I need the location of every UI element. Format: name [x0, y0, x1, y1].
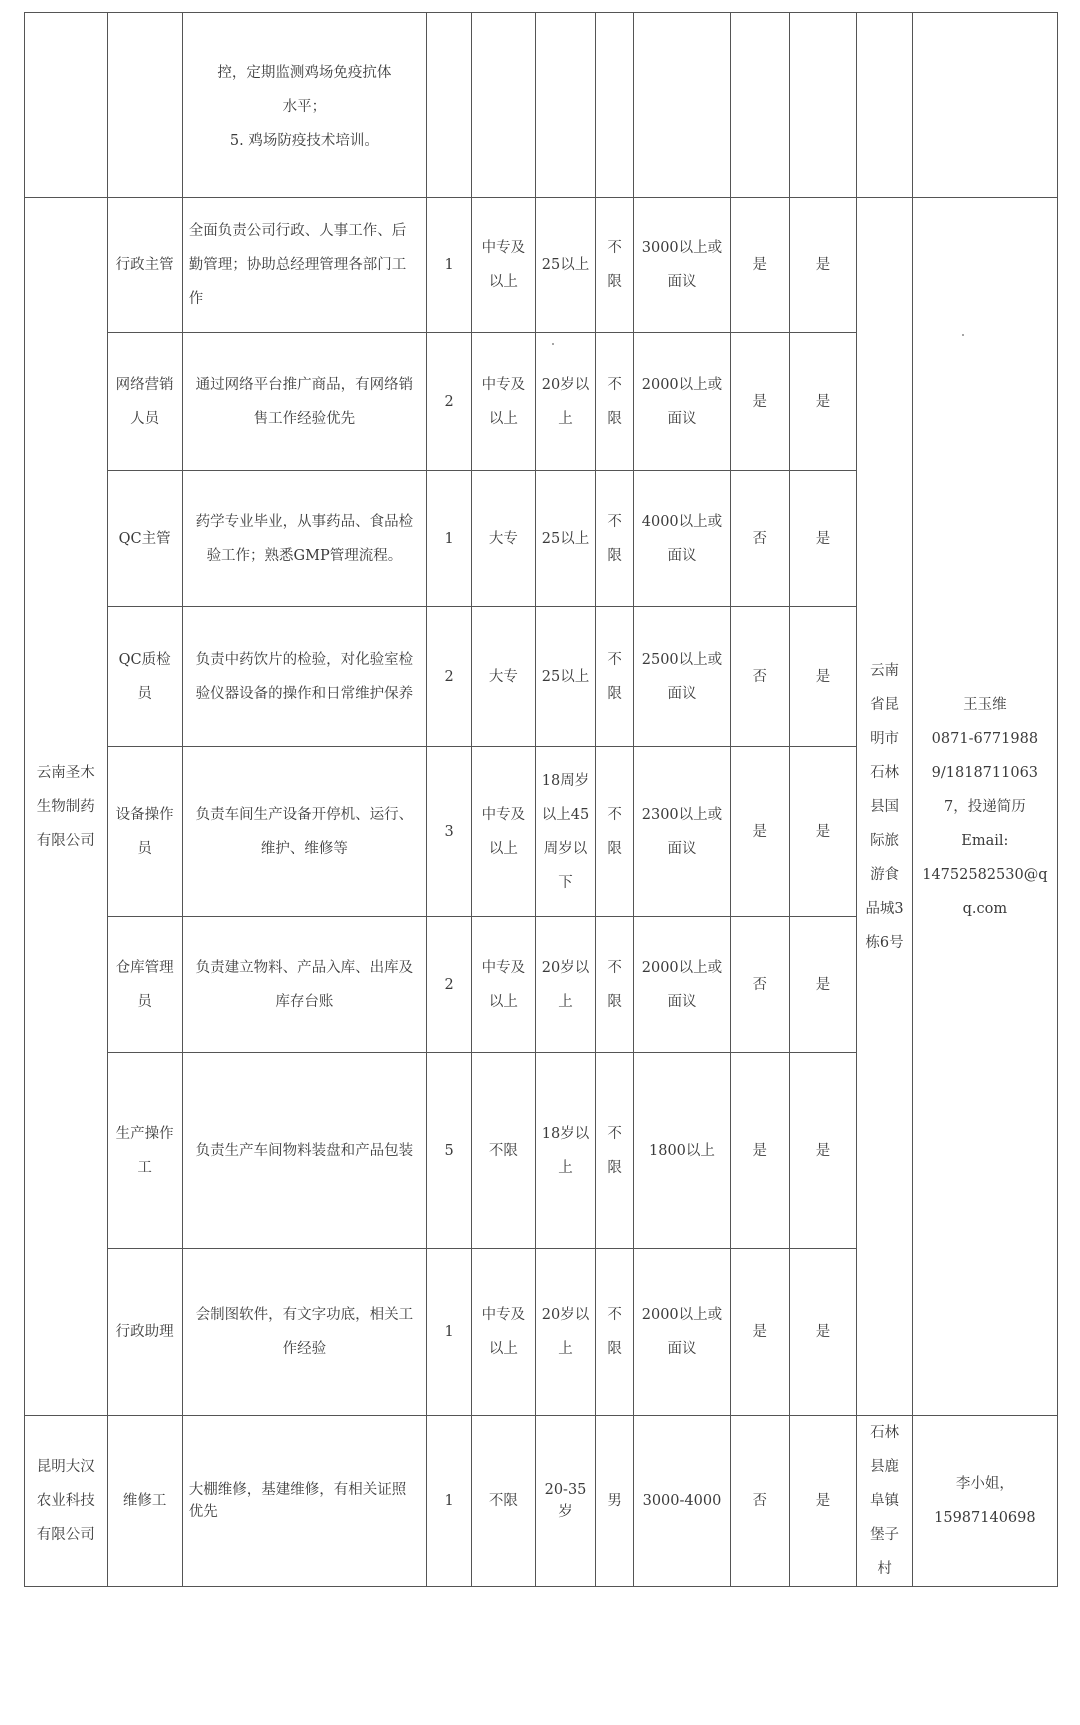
count-cell-empty: [427, 13, 472, 198]
position-col-b: 是: [789, 1053, 857, 1249]
position-education: 不限: [472, 1416, 536, 1587]
position-count: 5: [427, 1053, 472, 1249]
salary-cell-empty: [633, 13, 730, 198]
position-count: 1: [427, 471, 472, 607]
duties-line: 水平；: [282, 99, 327, 115]
position-salary: 1800以上: [633, 1053, 730, 1249]
col-a-cell-empty: [731, 13, 789, 198]
duties-line: 5. 鸡场防疫技术培训。: [229, 133, 379, 149]
position-age: 20岁以上: [535, 1249, 596, 1416]
position-age: 25以上: [535, 607, 596, 747]
position-education: 中专及以上: [472, 198, 536, 333]
position-title: QC质检员: [107, 607, 182, 747]
position-duties: 负责车间生产设备开停机、运行、维护、维修等: [182, 747, 426, 917]
position-title: 仓库管理员: [107, 917, 182, 1053]
position-col-b: 是: [789, 607, 857, 747]
contact-name: 李小姐，: [955, 1476, 1014, 1492]
position-cell-empty: [107, 13, 182, 198]
position-salary: 4000以上或面议: [633, 471, 730, 607]
position-duties: 通过网络平台推广商品，有网络销售工作经验优先: [182, 333, 426, 471]
position-education: 中专及以上: [472, 1249, 536, 1416]
position-col-a: 是: [731, 198, 789, 333]
position-salary: 3000以上或面议: [633, 198, 730, 333]
position-salary: 2000以上或面议: [633, 333, 730, 471]
position-education: 中专及以上: [472, 333, 536, 471]
position-col-a: 否: [731, 917, 789, 1053]
position-age: 18岁以上: [535, 1053, 596, 1249]
position-education: 大专: [472, 471, 536, 607]
position-age: 25以上: [535, 198, 596, 333]
position-education: 中专及以上: [472, 917, 536, 1053]
position-gender: 不限: [596, 1053, 634, 1249]
position-col-b: 是: [789, 198, 857, 333]
table-row: [25, 198, 1058, 333]
position-count: 2: [427, 607, 472, 747]
position-col-a: 否: [731, 471, 789, 607]
position-count: 3: [427, 747, 472, 917]
continuation-row: [25, 13, 1058, 198]
position-col-a: 否: [731, 607, 789, 747]
position-salary: 3000-4000: [633, 1416, 730, 1587]
position-education: 中专及以上: [472, 747, 536, 917]
position-salary: 2000以上或面议: [633, 917, 730, 1053]
position-title: 维修工: [107, 1416, 182, 1587]
contact-phone-line: 9/1818711063: [931, 764, 1039, 781]
position-duties: 全面负责公司行政、人事工作、后勤管理；协助总经理管理各部门工作: [182, 198, 426, 333]
contact-name: 王玉维: [963, 696, 1007, 713]
age-cell-empty: [535, 13, 596, 198]
position-education: 不限: [472, 1053, 536, 1249]
position-col-b: 是: [789, 471, 857, 607]
position-col-a: 是: [731, 747, 789, 917]
scan-speck: [962, 334, 964, 336]
position-col-a: 是: [731, 1053, 789, 1249]
gender-cell-empty: [596, 13, 634, 198]
position-gender: 男: [596, 1416, 634, 1587]
position-gender: 不限: [596, 198, 634, 333]
company-contact: [912, 198, 1057, 1416]
position-gender: 不限: [596, 1249, 634, 1416]
company-contact: [912, 1416, 1057, 1587]
position-age: 20-35岁: [535, 1416, 596, 1587]
duties-cell: [182, 13, 426, 198]
position-age: 18周岁以上45周岁以下: [535, 747, 596, 917]
education-cell-empty: [472, 13, 536, 198]
position-col-b: 是: [789, 333, 857, 471]
position-col-a: 否: [731, 1416, 789, 1587]
position-duties: 药学专业毕业，从事药品、食品检验工作；熟悉GMP管理流程。: [182, 471, 426, 607]
scan-speck: [552, 343, 554, 345]
company-address: 石林县鹿阜镇堡子村: [857, 1416, 912, 1587]
position-title: 行政主管: [107, 198, 182, 333]
table-row: [25, 1416, 1058, 1587]
position-col-b: 是: [789, 1249, 857, 1416]
position-col-b: 是: [789, 917, 857, 1053]
position-col-a: 是: [731, 333, 789, 471]
contact-phone-line: 0871-6771988: [931, 730, 1039, 747]
contact-email-label: Email:: [961, 832, 1009, 849]
position-count: 1: [427, 1416, 472, 1587]
position-gender: 不限: [596, 333, 634, 471]
position-gender: 不限: [596, 747, 634, 917]
position-title: QC主管: [107, 471, 182, 607]
position-title: 生产操作工: [107, 1053, 182, 1249]
position-education: 大专: [472, 607, 536, 747]
position-count: 2: [427, 917, 472, 1053]
position-gender: 不限: [596, 917, 634, 1053]
position-count: 1: [427, 198, 472, 333]
company-cell-empty: [25, 13, 108, 198]
position-col-b: 是: [789, 747, 857, 917]
position-duties: 负责中药饮片的检验，对化验室检验仪器设备的操作和日常维护保养: [182, 607, 426, 747]
position-age: 20岁以上: [535, 333, 596, 471]
position-duties: 负责生产车间物料装盘和产品包装: [182, 1053, 426, 1249]
position-age: 20岁以上: [535, 917, 596, 1053]
position-gender: 不限: [596, 471, 634, 607]
position-gender: 不限: [596, 607, 634, 747]
contact-note: 7，投递简历: [944, 798, 1026, 815]
position-age: 25以上: [535, 471, 596, 607]
position-count: 2: [427, 333, 472, 471]
company-name: 昆明大汉农业科技有限公司: [25, 1416, 108, 1587]
contact-email-line: q.com: [962, 900, 1008, 917]
position-duties: 负责建立物料、产品入库、出库及库存台账: [182, 917, 426, 1053]
position-salary: 2500以上或面议: [633, 607, 730, 747]
position-duties: 会制图软件，有文字功底，相关工作经验: [182, 1249, 426, 1416]
recruitment-table: [24, 12, 1058, 1587]
contact-email-line: 14752582530@q: [922, 866, 1048, 883]
position-title: 设备操作员: [107, 747, 182, 917]
address-cell-empty: [857, 13, 912, 198]
position-title: 行政助理: [107, 1249, 182, 1416]
col-b-cell-empty: [789, 13, 857, 198]
position-duties: 大棚维修，基建维修，有相关证照优先: [182, 1416, 426, 1587]
position-salary: 2000以上或面议: [633, 1249, 730, 1416]
company-address: 云南省昆明市石林县国际旅游食品城3栋6号: [857, 198, 912, 1416]
position-salary: 2300以上或面议: [633, 747, 730, 917]
duties-line: 控，定期监测鸡场免疫抗体: [217, 65, 392, 81]
company-name: 云南圣木生物制药有限公司: [25, 198, 108, 1416]
contact-cell-empty: [912, 13, 1057, 198]
contact-phone: 15987140698: [934, 1510, 1036, 1526]
position-col-b: 是: [789, 1416, 857, 1587]
position-col-a: 是: [731, 1249, 789, 1416]
position-count: 1: [427, 1249, 472, 1416]
position-title: 网络营销人员: [107, 333, 182, 471]
